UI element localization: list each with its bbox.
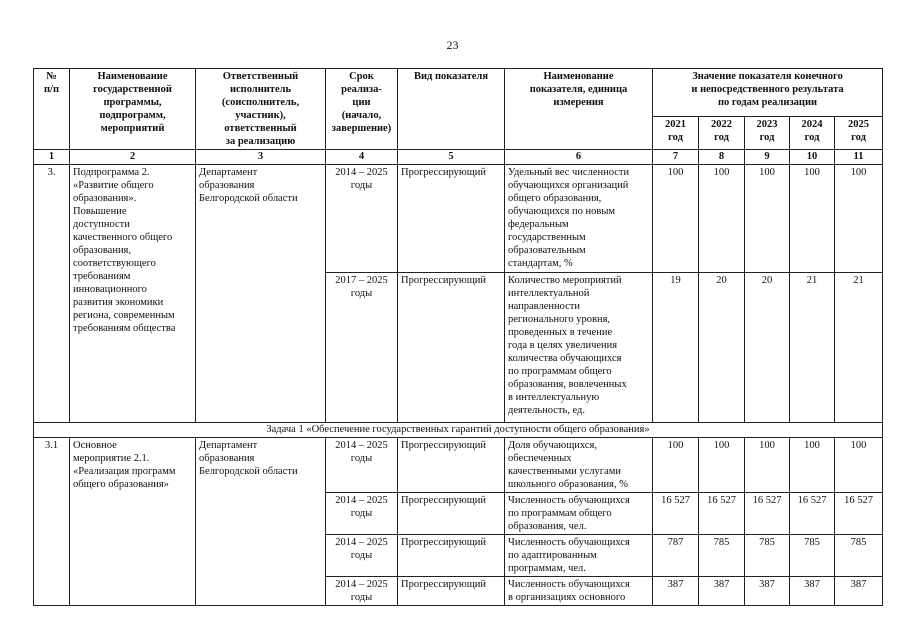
value-cell: 787 <box>653 535 699 577</box>
value-cell: 785 <box>835 535 883 577</box>
value-cell: 16 527 <box>790 493 835 535</box>
column-index: 1 <box>34 150 70 165</box>
value-cell: 100 <box>653 438 699 493</box>
column-index: 2 <box>70 150 196 165</box>
header-indicator-name: Наименование показателя, единица измерения <box>505 69 653 150</box>
column-index: 9 <box>745 150 790 165</box>
task-row <box>34 423 883 438</box>
indicator-type: Прогрессирующий <box>398 165 505 273</box>
table-row <box>34 438 883 493</box>
header-year: 2025 год <box>835 116 883 149</box>
value-cell: 387 <box>745 577 790 606</box>
value-cell: 100 <box>653 165 699 273</box>
indicator-name: Удельный вес численности обучающихся организаций общего образования, обучающихся по новым федеральным государственным образовательным стандартам, % <box>505 165 653 273</box>
value-cell: 100 <box>790 165 835 273</box>
value-cell: 387 <box>835 577 883 606</box>
value-cell: 100 <box>835 438 883 493</box>
value-cell: 16 527 <box>835 493 883 535</box>
column-index: 7 <box>653 150 699 165</box>
indicator-name: Численность обучающихся по адаптированным программам, чел. <box>505 535 653 577</box>
header-year: 2021 год <box>653 116 699 149</box>
column-index: 10 <box>790 150 835 165</box>
column-index-row <box>34 150 883 165</box>
indicator-type: Прогрессирующий <box>398 535 505 577</box>
value-cell: 20 <box>699 273 745 423</box>
row-number: 3. <box>34 165 70 423</box>
value-cell: 19 <box>653 273 699 423</box>
program-name: Основное мероприятие 2.1. «Реализация программ общего образования» <box>70 438 196 606</box>
indicator-name: Численность обучающихся по программам общего образования, чел. <box>505 493 653 535</box>
value-cell: 785 <box>745 535 790 577</box>
task-title: Задача 1 «Обеспечение государственных гарантий доступности общего образования» <box>34 423 883 438</box>
executor-name: Департамент образования Белгородской области <box>196 165 326 423</box>
value-cell: 387 <box>653 577 699 606</box>
column-index: 5 <box>398 150 505 165</box>
value-cell: 16 527 <box>699 493 745 535</box>
header-term: Срок реализа- ции (начало, завершение) <box>326 69 398 150</box>
header-year: 2023 год <box>745 116 790 149</box>
header-values-group: Значение показателя конечного и непосредственного результата по годам реализации <box>653 69 883 117</box>
value-cell: 387 <box>790 577 835 606</box>
program-name: Подпрограмма 2. «Развитие общего образования». Повышение доступности качественного общего образования, соответствующего требованиям инновационного развития экономики региона, современным требованиям общества <box>70 165 196 423</box>
term: 2017 – 2025 годы <box>326 273 398 423</box>
value-cell: 21 <box>835 273 883 423</box>
header-row <box>34 69 883 117</box>
column-index: 4 <box>326 150 398 165</box>
value-cell: 100 <box>745 165 790 273</box>
table-row <box>34 165 883 273</box>
header-indicator-type: Вид показателя <box>398 69 505 150</box>
term: 2014 – 2025 годы <box>326 165 398 273</box>
header-num: № п/п <box>34 69 70 150</box>
term: 2014 – 2025 годы <box>326 535 398 577</box>
header-executor: Ответственный исполнитель (соисполнитель, участник), ответственный за реализацию <box>196 69 326 150</box>
indicator-type: Прогрессирующий <box>398 438 505 493</box>
header-year: 2022 год <box>699 116 745 149</box>
indicator-type: Прогрессирующий <box>398 577 505 606</box>
value-cell: 20 <box>745 273 790 423</box>
header-program: Наименование государственной программы, подпрограмм, мероприятий <box>70 69 196 150</box>
column-index: 3 <box>196 150 326 165</box>
executor-name: Департамент образования Белгородской области <box>196 438 326 606</box>
value-cell: 100 <box>699 165 745 273</box>
value-cell: 100 <box>835 165 883 273</box>
value-cell: 16 527 <box>745 493 790 535</box>
indicator-name: Количество мероприятий интеллектуальной направленности регионального уровня, проведенных в течение года в целях увеличения количества обучающихся по программам общего образования, вовлеченных в интеллектуальную деятельность, ед. <box>505 273 653 423</box>
term: 2014 – 2025 годы <box>326 438 398 493</box>
value-cell: 100 <box>745 438 790 493</box>
column-index: 8 <box>699 150 745 165</box>
term: 2014 – 2025 годы <box>326 577 398 606</box>
indicator-type: Прогрессирующий <box>398 493 505 535</box>
indicator-type: Прогрессирующий <box>398 273 505 423</box>
column-index: 11 <box>835 150 883 165</box>
value-cell: 21 <box>790 273 835 423</box>
page-number: 23 <box>446 38 459 52</box>
value-cell: 785 <box>790 535 835 577</box>
column-index: 6 <box>505 150 653 165</box>
row-number: 3.1 <box>34 438 70 606</box>
value-cell: 100 <box>790 438 835 493</box>
indicator-name: Численность обучающихся в организациях основного <box>505 577 653 606</box>
value-cell: 785 <box>699 535 745 577</box>
indicators-table <box>33 68 883 606</box>
indicator-name: Доля обучающихся, обеспеченных качественными услугами школьного образования, % <box>505 438 653 493</box>
header-year: 2024 год <box>790 116 835 149</box>
value-cell: 387 <box>699 577 745 606</box>
value-cell: 16 527 <box>653 493 699 535</box>
value-cell: 100 <box>699 438 745 493</box>
term: 2014 – 2025 годы <box>326 493 398 535</box>
